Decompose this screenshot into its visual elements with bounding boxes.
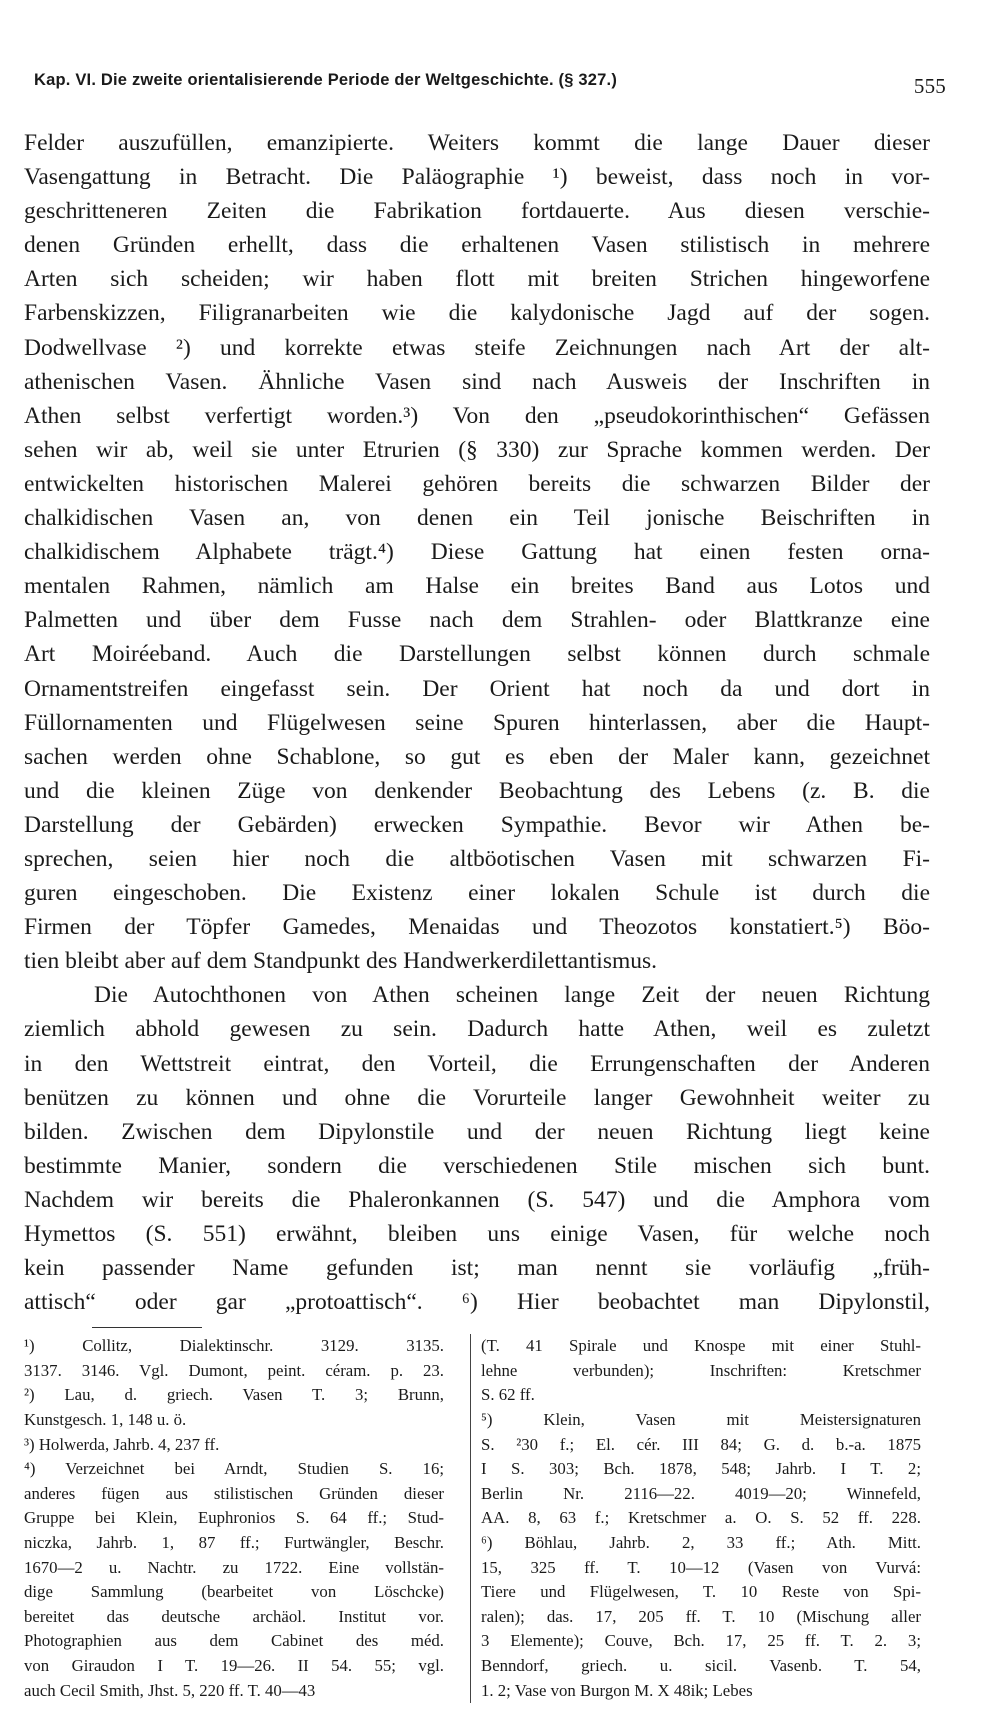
running-header bbox=[24, 60, 946, 100]
footnote-column-left bbox=[24, 1334, 444, 1703]
footnote-line: dige Sammlung (bearbeitet von Löschcke) bbox=[24, 1582, 444, 1602]
text-line: Füllornamenten und Flügelwesen seine Spuren hinterlassen, aber die Haupt- bbox=[24, 709, 930, 736]
text-line: ziemlich abhold gewesen zu sein. Dadurch hatte Athen, weil es zuletzt bbox=[24, 1016, 930, 1043]
text-line: athenischen Vasen. Ähnliche Vasen sind nach Ausweis der Inschriften in bbox=[24, 368, 930, 395]
text-line: sachen werden ohne Schablone, so gut es eben der Maler kann, gezeichnet bbox=[24, 743, 930, 770]
footnote-line: Photographien aus dem Cabinet des méd. bbox=[24, 1631, 444, 1651]
text-line: benützen zu können und ohne die Vorurteile langer Gewohnheit weiter zu bbox=[24, 1084, 930, 1111]
text-line: Dodwellvase ²) und korrekte etwas steife Zeichnungen nach Art der alt- bbox=[24, 334, 930, 361]
footnote-line: S. 62 ff. bbox=[481, 1385, 535, 1405]
text-line: sprechen, seien hier noch die altböotischen Vasen mit schwarzen Fi- bbox=[24, 845, 930, 872]
footnote-column-right bbox=[470, 1334, 921, 1703]
text-line: Farbenskizzen, Filigranarbeiten wie die kalydonische Jagd auf der sogen. bbox=[24, 300, 930, 327]
text-line: Darstellung der Gebärden) erwecken Sympathie. Bevor wir Athen be- bbox=[24, 811, 930, 838]
footnote-line: 1670—2 u. Nachtr. zu 1722. Eine vollstän- bbox=[24, 1557, 444, 1577]
footnote-line: Benndorf, griech. u. sicil. Vasenb. T. 54, bbox=[481, 1656, 921, 1675]
footnote-line: ⁵) Klein, Vasen mit Meistersignaturen bbox=[481, 1410, 921, 1430]
text-line: attisch“ oder gar „protoattisch“. ⁶) Hier beobachtet man Dipylonstil, bbox=[24, 1289, 930, 1316]
footnote-line: Kunstgesch. 1, 148 u. ö. bbox=[24, 1410, 187, 1430]
text-line: Felder auszufüllen, emanzipierte. Weiters kommt die lange Dauer dieser bbox=[24, 130, 930, 156]
text-line: Athen selbst verfertigt worden.³) Von den „pseudokorinthischen“ Gefässen bbox=[24, 402, 930, 429]
page-number: 555 bbox=[913, 74, 946, 98]
text-line: denen Gründen erhellt, dass die erhaltenen Vasen stilistisch in mehrere bbox=[24, 232, 930, 259]
footnote-line: S. ²30 f.; El. cér. III 84; G. d. b.-a. 1875 bbox=[481, 1434, 921, 1454]
footnote-line: auch Cecil Smith, Jhst. 5, 220 ff. T. 40—43 bbox=[24, 1680, 316, 1700]
text-line: Palmetten und über dem Fusse nach dem Strahlen- oder Blattkranze eine bbox=[24, 607, 930, 634]
text-line: Ornamentstreifen eingefasst sein. Der Orient hat noch da und dort in bbox=[24, 675, 930, 702]
text-line: chalkidischen Vasen an, von denen ein Teil jonische Beischriften in bbox=[24, 505, 930, 532]
footnote-divider bbox=[92, 1327, 202, 1328]
footnote-line: (T. 41 Spirale und Knospe mit einer Stuhl- bbox=[481, 1336, 921, 1356]
text-line: kein passender Name gefunden ist; man nennt sie vorläufig „früh- bbox=[24, 1255, 930, 1282]
footnote-line: 15, 325 ff. T. 10—12 (Vasen von Vurvá: bbox=[481, 1557, 921, 1577]
text-line: Vasengattung in Betracht. Die Paläographie ¹) beweist, dass noch in vor- bbox=[24, 164, 930, 191]
footnote-line: ⁶) Böhlau, Jahrb. 2, 33 ff.; Ath. Mitt. bbox=[481, 1533, 921, 1553]
text-line: geschritteneren Zeiten die Fabrikation fortdauerte. Aus diesen verschie- bbox=[24, 198, 930, 225]
footnote-line: ⁴) Verzeichnet bei Arndt, Studien S. 16; bbox=[24, 1459, 444, 1479]
footnote-line: bereitet das deutsche archäol. Institut vor. bbox=[24, 1606, 444, 1626]
text-line: Art Moiréeband. Auch die Darstellungen selbst können durch schmale bbox=[24, 641, 930, 668]
text-line: bilden. Zwischen dem Dipylonstile und der neuen Richtung liegt keine bbox=[24, 1118, 930, 1145]
footnote-line: Berlin Nr. 2116—22. 4019—20; Winnefeld, bbox=[481, 1483, 921, 1503]
text-line: bestimmte Manier, sondern die verschiedenen Stile mischen sich bunt. bbox=[24, 1152, 930, 1179]
footnote-line: von Giraudon I T. 19—26. II 54. 55; vgl. bbox=[24, 1656, 444, 1675]
footnote-line: niczka, Jahrb. 1, 87 ff.; Furtwängler, Beschr. bbox=[24, 1533, 444, 1553]
text-line: mentalen Rahmen, nämlich am Halse ein breites Band aus Lotos und bbox=[24, 573, 930, 600]
running-title: Kap. VI. Die zweite orientalisierende Periode der Weltgeschichte. (§ 327.) bbox=[34, 71, 618, 89]
text-line: guren eingeschoben. Die Existenz einer lokalen Schule ist durch die bbox=[24, 880, 930, 907]
text-line: sehen wir ab, weil sie unter Etrurien (§ 330) zur Sprache kommen werden. Der bbox=[24, 436, 930, 463]
footnote-line: lehne verbunden); Inschriften: Kretschmer bbox=[481, 1360, 921, 1380]
footnote-line: ralen); das. 17, 205 ff. T. 10 (Mischung aller bbox=[481, 1606, 921, 1626]
footnote-line: 3 Elemente); Couve, Bch. 17, 25 ff. T. 2. 3; bbox=[481, 1631, 921, 1651]
footnotes bbox=[24, 1334, 930, 1703]
footnote-line: 3137. 3146. Vgl. Dumont, peint. céram. p. 23. bbox=[24, 1360, 444, 1380]
text-line: und die kleinen Züge von denkender Beobachtung des Lebens (z. B. die bbox=[24, 777, 930, 804]
footnote-line: ¹) Collitz, Dialektinschr. 3129. 3135. bbox=[24, 1336, 444, 1356]
text-line: chalkidischem Alphabete trägt.⁴) Diese Gattung hat einen festen orna- bbox=[24, 539, 930, 566]
footnote-line: Gruppe bei Klein, Euphronios S. 64 ff.; Stud- bbox=[24, 1508, 444, 1528]
footnote-line: Tiere und Flügelwesen, T. 10 Reste von Spi- bbox=[481, 1582, 921, 1602]
text-line: in den Wettstreit eintrat, den Vorteil, die Errungenschaften der Anderen bbox=[24, 1050, 930, 1077]
text-line: Nachdem wir bereits die Phaleronkannen (S. 547) und die Amphora vom bbox=[24, 1186, 930, 1213]
main-text bbox=[24, 126, 930, 1319]
text-line: tien bleibt aber auf dem Standpunkt des Handwerkerdilettantismus. bbox=[24, 948, 658, 975]
text-line: entwickelten historischen Malerei gehören bereits die schwarzen Bilder der bbox=[24, 470, 930, 497]
text-line: Hymettos (S. 551) erwähnt, bleiben uns einige Vasen, für welche noch bbox=[24, 1221, 930, 1247]
footnote-line: 1. 2; Vase von Burgon M. X 48ik; Lebes bbox=[481, 1680, 753, 1700]
text-line: Firmen der Töpfer Gamedes, Menaidas und Theozotos konstatiert.⁵) Böo- bbox=[24, 914, 930, 941]
footnote-line: anderes fügen aus stilistischen Gründen dieser bbox=[24, 1483, 444, 1503]
text-line: Arten sich scheiden; wir haben flott mit breiten Strichen hingeworfene bbox=[24, 266, 930, 293]
footnote-line: AA. 8, 63 f.; Kretschmer a. O. S. 52 ff. 228. bbox=[481, 1508, 921, 1528]
footnote-line: ³) Holwerda, Jahrb. 4, 237 ff. bbox=[24, 1434, 220, 1454]
text-line: Die Autochthonen von Athen scheinen lange Zeit der neuen Richtung bbox=[94, 982, 930, 1009]
footnote-line: I S. 303; Bch. 1878, 548; Jahrb. I T. 2; bbox=[481, 1459, 921, 1479]
footnote-line: ²) Lau, d. griech. Vasen T. 3; Brunn, bbox=[24, 1385, 444, 1405]
